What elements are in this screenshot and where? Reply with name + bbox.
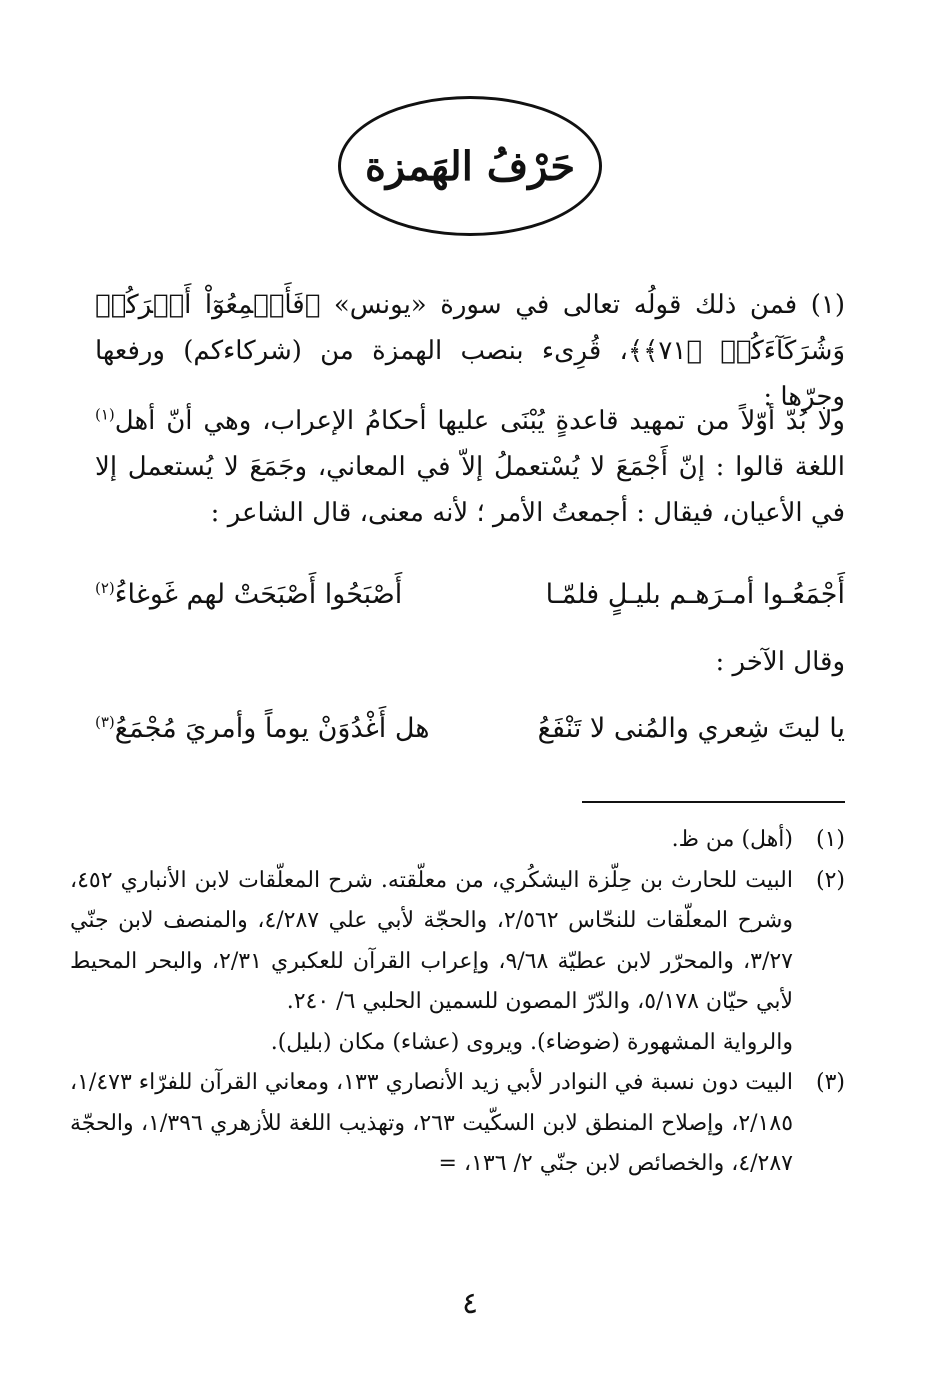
footnote-ref-3: (٣) (95, 713, 115, 731)
footnote-text: البيت للحارث بن حِلّزة اليشكُري، من معلّقته. شرح المعلّقات لابن الأنباري ٤٥٢، وشرح المعلّقات للنحّاس ٢/٥٦٢، والحجّة لأبي علي ٤/٢٨٧، والمنصف لابن جنّي ٣/٢٧، والمحرّر لابن عطيّة ٩/٦٨، وإعراب القرآن للعكبري ٢/٣١، والبحر المحيط لأبي حيّان ٥/١٧٨، والدّرّ المصون للسمين الحلبي ٦/ ٢٤٠. (70, 867, 793, 1014)
poem-verse-2 (95, 704, 845, 754)
footnote-2-extra: والرواية المشهورة (ضوضاء). ويروى (عشاء) مكان (بليل). (270, 1029, 793, 1055)
footnote-number: (٢) (815, 867, 845, 893)
verse-2-intro: وقال الآخر : (715, 647, 845, 677)
footnote-text: (أهل) من ظ. (671, 827, 793, 852)
footnote-number: (٣) (815, 1070, 845, 1095)
footnote-ref-2: (٢) (95, 579, 115, 597)
footnote-2 (70, 861, 845, 1023)
paragraph-2-part-1: ولا بُدّ أوّلاً من تمهيد قاعدةٍ يُبْنَى عليها أحكامُ الإعراب، وهي أنّ أهل (114, 406, 845, 436)
verse-1-second-hemistich (95, 570, 402, 620)
footnote-1 (70, 820, 845, 861)
verse-2-second-text: هل أَغْدُوَنْ يوماً وأمريَ مُجْمَعُ (114, 713, 430, 744)
footnote-separator (582, 801, 845, 803)
footnote-number: (١) (815, 827, 845, 852)
footnotes (70, 820, 845, 1185)
paragraph-1: (١) فمن ذلك قولُه تعالى في سورة «يونس» ﴿فَأَجۡمِعُوٓاْ أَمۡرَكُمۡ وَشُرَكَآءَكُمۡ ﴿٧١﴾﴾، قُرِىء بنصب الهمزة من (شركاءكم) ورفعها وجرّها : (95, 290, 846, 412)
chapter-title-frame (338, 96, 602, 236)
footnote-ref-1: (١) (95, 405, 115, 424)
verse-2-first-hemistich: يا ليتَ شِعري والمُنى لا تَنْفَعُ (537, 713, 845, 744)
footnote-text: البيت دون نسبة في النوادر لأبي زيد الأنصاري ١٣٣، ومعاني القرآن للفرّاء ١/٤٧٣، ٢/١٨٥، وإصلاح المنطق لابن السكّيت ٢٦٣، وتهذيب اللغة للأزهري ١/٣٩٦، والحجّة ٤/٢٨٧، والخصائص لابن جنّي ٢/ ١٣٦، = (70, 1070, 794, 1176)
paragraph-2 (95, 398, 845, 536)
chapter-title: حَرْفُ الهَمزة (364, 142, 576, 190)
page-number: ٤ (461, 1286, 479, 1321)
verse-1-first-hemistich: أَجْمَعُـوا أمـرَهـم بليـلٍ فلمّـا (545, 579, 845, 610)
paragraph-2-part-2: اللغة قالوا : إنّ أَجْمَعَ لا يُسْتعملُ إلاّ في المعاني، وجَمَعَ لا يُستعمل إلا في الأعيان، فيقال : أجمعتُ الأمر ؛ لأنه معنى، قال الشاعر : (95, 452, 845, 528)
verse-2-second-hemistich (95, 704, 430, 754)
verse-1-second-text: أَصْبَحُوا أَصْبَحَتْ لهم غَوغاءُ (114, 579, 403, 610)
footnote-3 (70, 1063, 845, 1185)
poem-verse-1 (95, 570, 845, 620)
